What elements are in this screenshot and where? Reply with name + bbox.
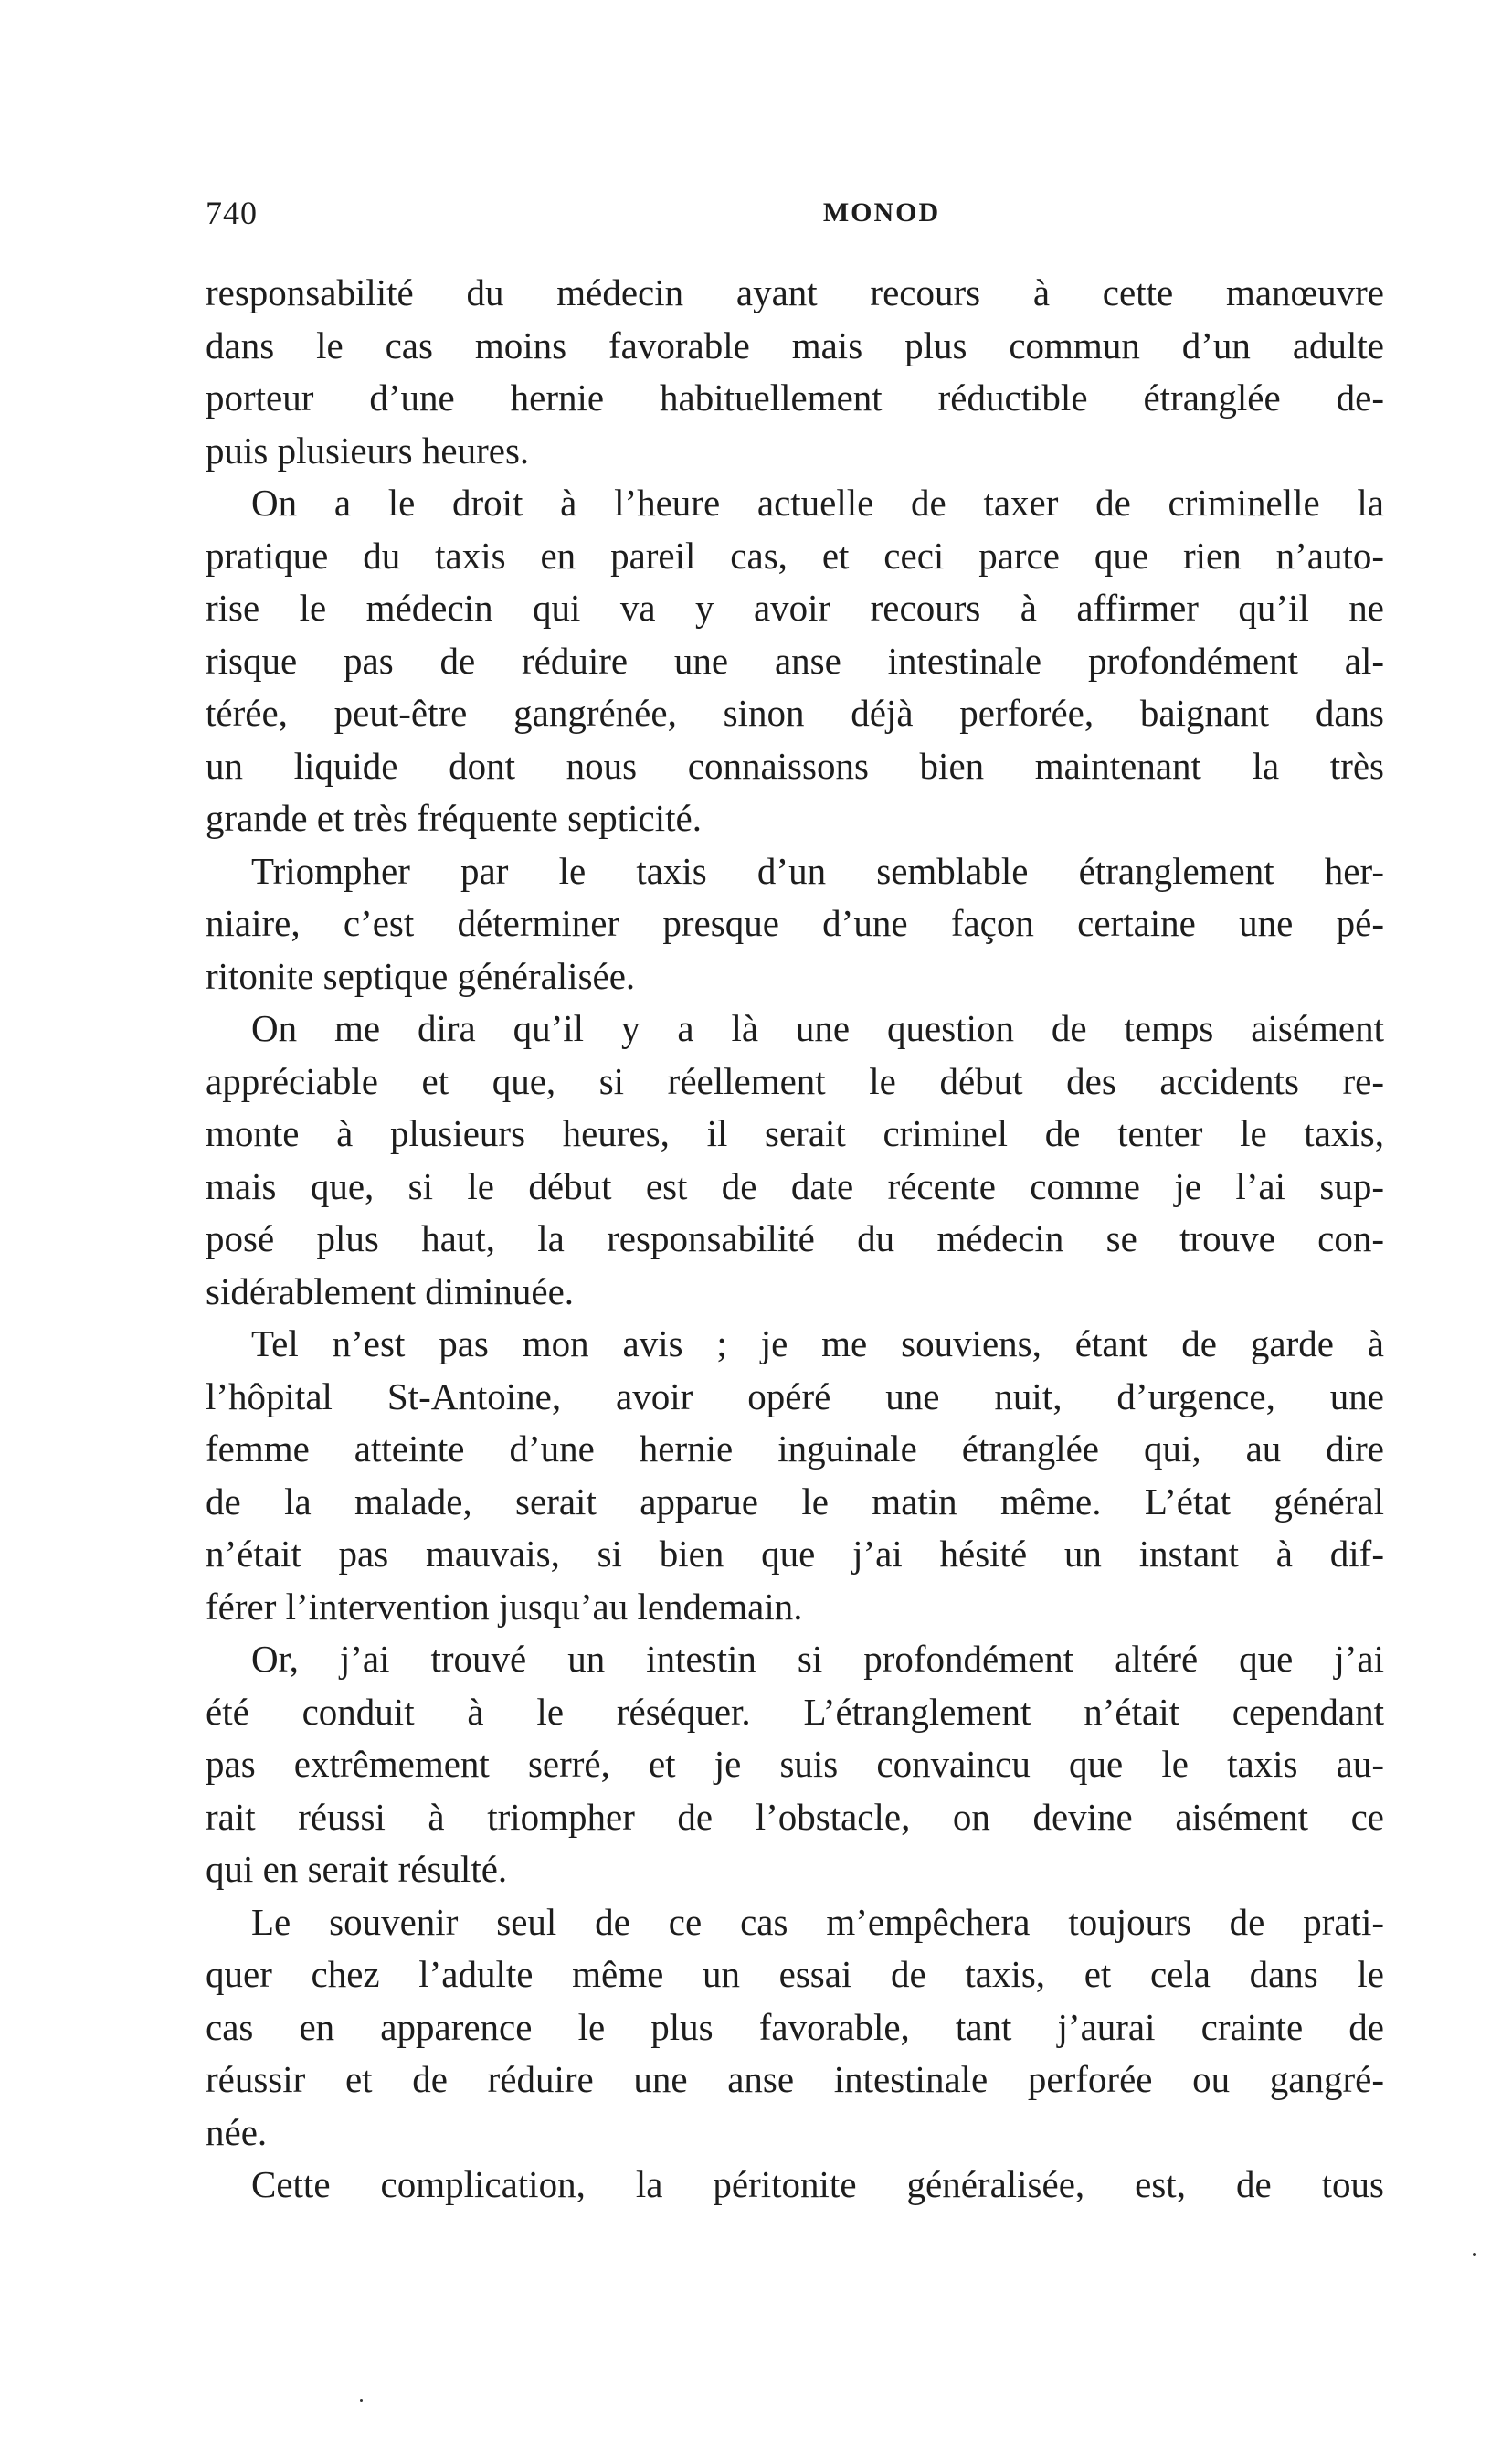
text-line: femme atteinte d’une hernie inguinale étranglée qui, au dire <box>206 1427 1384 1470</box>
page-number: 740 <box>206 195 258 231</box>
text-line: pratique du taxis en pareil cas, et ceci parce que rien n’auto- <box>206 534 1384 577</box>
text-line: un liquide dont nous connaissons bien maintenant la très <box>206 744 1384 787</box>
text-line: posé plus haut, la responsabilité du médecin se trouve con- <box>206 1217 1384 1259</box>
text-line: monte à plusieurs heures, il serait criminel de tenter le taxis, <box>206 1112 1384 1154</box>
text-line: niaire, c’est déterminer presque d’une façon certaine une pé- <box>206 902 1384 944</box>
text-line: née. <box>206 2110 268 2153</box>
text-line: risque pas de réduire une anse intestinale profondément al- <box>206 639 1384 682</box>
text-line: n’était pas mauvais, si bien que j’ai hésité un instant à dif- <box>206 1533 1384 1575</box>
text-line: Or, j’ai trouvé un intestin si profondément altéré que j’ai <box>251 1638 1384 1680</box>
text-line: qui en serait résulté. <box>206 1848 508 1890</box>
text-line: l’hôpital St-Antoine, avoir opéré une nuit, d’urgence, une <box>206 1374 1384 1417</box>
text-line: rait réussi à triompher de l’obstacle, on devine aisément ce <box>206 1795 1384 1838</box>
text-line: On a le droit à l’heure actuelle de taxer de criminelle la <box>251 482 1384 524</box>
text-line: Cette complication, la péritonite généralisée, est, de tous <box>251 2163 1384 2205</box>
text-line: Tel n’est pas mon avis ; je me souviens, étant de garde à <box>251 1322 1384 1364</box>
text-line: de la malade, serait apparue le matin même. L’état général <box>206 1480 1384 1523</box>
text-line: Le souvenir seul de ce cas m’empêchera toujours de prati- <box>251 1900 1384 1943</box>
text-line: Triompher par le taxis d’un semblable étranglement her- <box>251 849 1384 892</box>
text-line: grande et très fréquente septicité. <box>206 797 702 839</box>
body-text <box>206 267 1384 2212</box>
text-line: sidérablement diminuée. <box>206 1269 575 1312</box>
text-line: rise le médecin qui va y avoir recours à affirmer qu’il ne <box>206 587 1384 629</box>
text-line: réussir et de réduire une anse intestinale perforée ou gangré- <box>206 2058 1384 2100</box>
text-line: férer l’intervention jusqu’au lendemain. <box>206 1585 803 1628</box>
text-line: appréciable et que, si réellement le début des accidents re- <box>206 1059 1384 1102</box>
text-line: On me dira qu’il y a là une question de temps aisément <box>251 1007 1384 1049</box>
text-line: ritonite septique généralisée. <box>206 954 636 997</box>
page-header <box>206 194 1393 239</box>
text-line: térée, peut-être gangrénée, sinon déjà perforée, baignant dans <box>206 692 1384 734</box>
text-line: mais que, si le début est de date récente comme je l’ai sup- <box>206 1164 1384 1207</box>
running-head: MONOD <box>822 197 941 228</box>
print-speck <box>1473 2253 1476 2256</box>
text-line: pas extrêmement serré, et je suis convaincu que le taxis au- <box>206 1743 1384 1785</box>
text-line: été conduit à le réséquer. L’étranglement n’était cependant <box>206 1690 1384 1733</box>
text-line: dans le cas moins favorable mais plus commun d’un adulte <box>206 324 1384 366</box>
print-speck <box>360 2399 363 2402</box>
text-line: puis plusieurs heures. <box>206 429 530 472</box>
text-line: quer chez l’adulte même un essai de taxis, et cela dans le <box>206 1953 1384 1995</box>
text-line: cas en apparence le plus favorable, tant j’aurai crainte de <box>206 2005 1384 2048</box>
text-line: porteur d’une hernie habituellement réductible étranglée de- <box>206 377 1384 419</box>
text-line: responsabilité du médecin ayant recours à cette manœuvre <box>206 271 1384 313</box>
